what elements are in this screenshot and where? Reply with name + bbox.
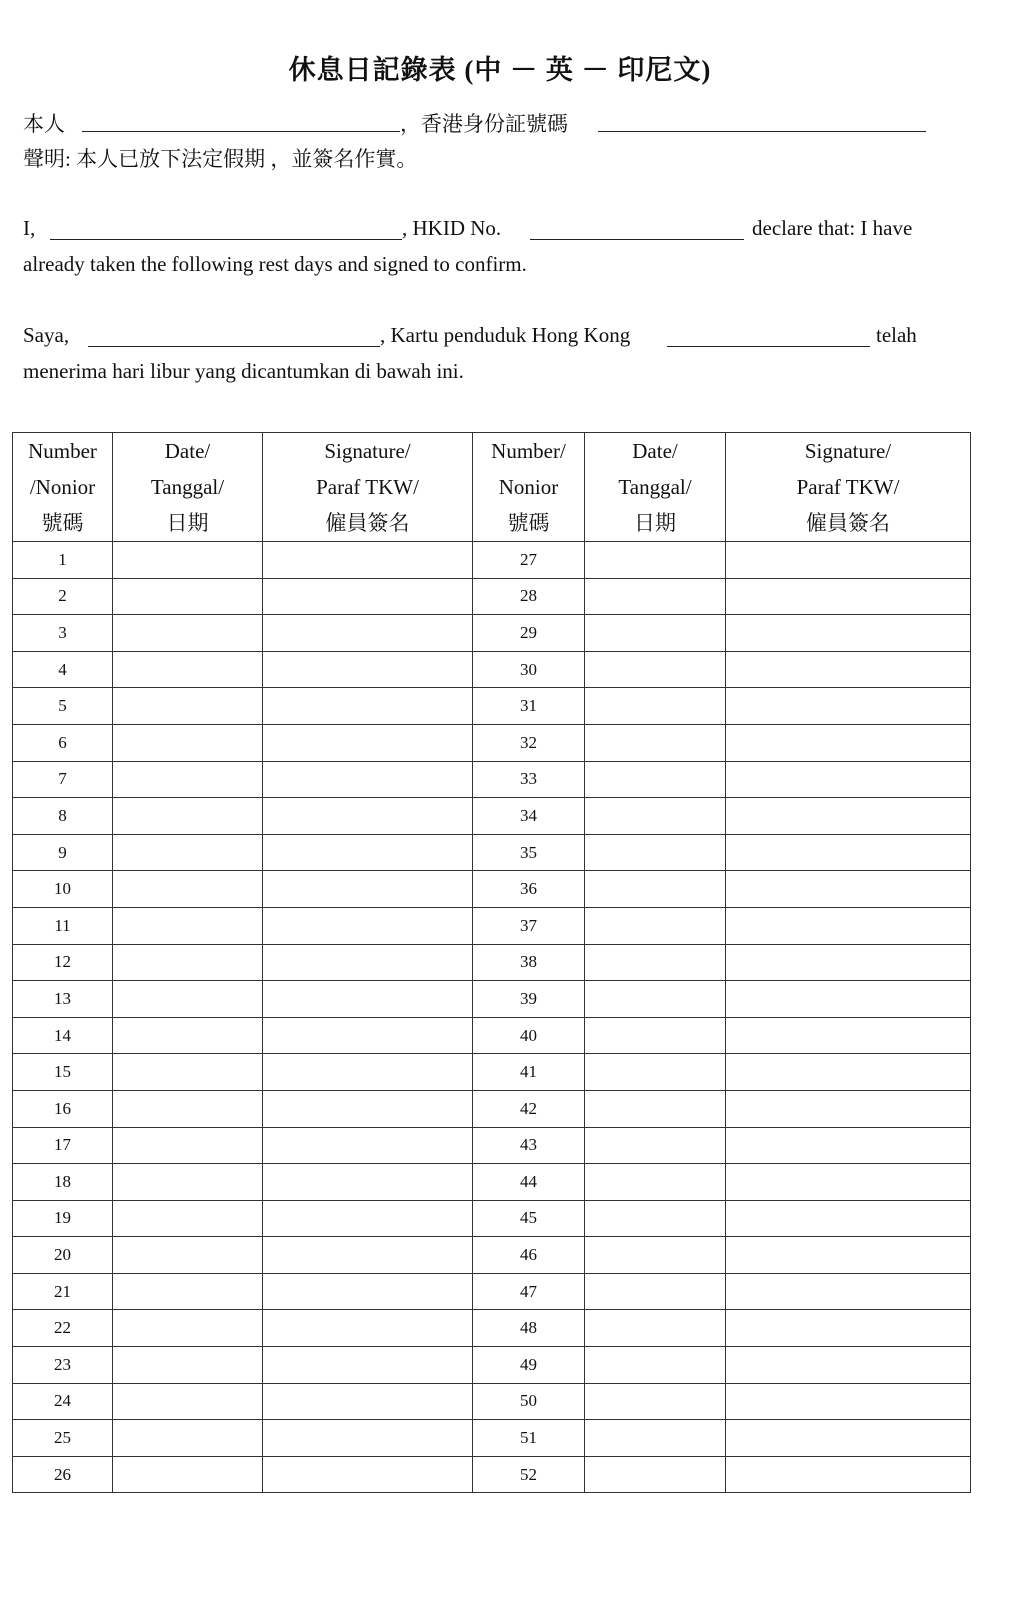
header-text: Paraf TKW/ — [316, 475, 419, 499]
row-number-right: 41 — [473, 1054, 585, 1091]
signature-cell-right[interactable] — [726, 798, 971, 835]
date-cell-left[interactable] — [113, 688, 263, 725]
row-number-right: 46 — [473, 1237, 585, 1274]
date-cell-right[interactable] — [585, 542, 726, 579]
row-number-left: 26 — [13, 1456, 113, 1493]
header-text: 日期 — [166, 511, 209, 535]
signature-cell-left[interactable] — [263, 1347, 473, 1384]
date-cell-right[interactable] — [585, 1127, 726, 1164]
header-date-right — [585, 433, 726, 542]
date-cell-right[interactable] — [585, 761, 726, 798]
header-text: Signature/ — [324, 439, 411, 463]
table-row — [13, 761, 971, 798]
signature-cell-left[interactable] — [263, 798, 473, 835]
row-number-right: 28 — [473, 578, 585, 615]
signature-cell-left[interactable] — [263, 1200, 473, 1237]
signature-cell-left[interactable] — [263, 1017, 473, 1054]
table-row — [13, 1090, 971, 1127]
row-number-left: 25 — [13, 1420, 113, 1457]
table-row — [13, 1200, 971, 1237]
table-row — [13, 1456, 971, 1493]
row-number-right: 51 — [473, 1420, 585, 1457]
table-row — [13, 1347, 971, 1384]
date-cell-left[interactable] — [113, 1127, 263, 1164]
signature-cell-left[interactable] — [263, 651, 473, 688]
row-number-left: 16 — [13, 1090, 113, 1127]
row-number-right: 45 — [473, 1200, 585, 1237]
row-number-right: 47 — [473, 1273, 585, 1310]
date-cell-left[interactable] — [113, 871, 263, 908]
row-number-right: 35 — [473, 834, 585, 871]
table-row — [13, 542, 971, 579]
row-number-right: 30 — [473, 651, 585, 688]
row-number-right: 27 — [473, 542, 585, 579]
indonesian-line2: menerima hari libur yang dicantumkan di bawah ini. — [23, 359, 464, 383]
header-text: 號碼 — [507, 511, 550, 535]
row-number-right: 39 — [473, 981, 585, 1018]
table-row — [13, 981, 971, 1018]
chinese-hkid-label: ，香港身份証號碼 — [400, 112, 568, 136]
date-cell-right[interactable] — [585, 1200, 726, 1237]
table-row — [13, 615, 971, 652]
row-number-left: 23 — [13, 1347, 113, 1384]
signature-cell-right[interactable] — [726, 1420, 971, 1457]
date-cell-left[interactable] — [113, 944, 263, 981]
date-cell-left[interactable] — [113, 798, 263, 835]
row-number-left: 22 — [13, 1310, 113, 1347]
row-number-left: 20 — [13, 1237, 113, 1274]
date-cell-left[interactable] — [113, 542, 263, 579]
date-cell-left[interactable] — [113, 1200, 263, 1237]
date-cell-right[interactable] — [585, 615, 726, 652]
indonesian-name-blank[interactable] — [88, 346, 380, 347]
table-header-row — [13, 433, 971, 542]
signature-cell-right[interactable] — [726, 1200, 971, 1237]
signature-cell-right[interactable] — [726, 871, 971, 908]
date-cell-right[interactable] — [585, 1090, 726, 1127]
chinese-declaration: 聲明: 本人已放下法定假期 ，並簽名作實。 — [23, 147, 418, 171]
row-number-left: 7 — [13, 761, 113, 798]
header-text: Tanggal/ — [150, 475, 225, 499]
row-number-left: 2 — [13, 578, 113, 615]
table-body — [13, 542, 971, 1493]
signature-cell-left[interactable] — [263, 1420, 473, 1457]
date-cell-right[interactable] — [585, 981, 726, 1018]
row-number-right: 44 — [473, 1164, 585, 1201]
english-hkid-label: , HKID No. — [402, 216, 502, 240]
table-row — [13, 688, 971, 725]
row-number-right: 31 — [473, 688, 585, 725]
indonesian-suffix: telah — [876, 323, 917, 347]
signature-cell-right[interactable] — [726, 761, 971, 798]
row-number-right: 36 — [473, 871, 585, 908]
row-number-left: 24 — [13, 1383, 113, 1420]
row-number-left: 12 — [13, 944, 113, 981]
header-number-right — [473, 433, 585, 542]
row-number-left: 14 — [13, 1017, 113, 1054]
signature-cell-left[interactable] — [263, 688, 473, 725]
indonesian-card-label: , Kartu penduduk Hong Kong — [380, 323, 631, 347]
row-number-right: 43 — [473, 1127, 585, 1164]
row-number-right: 32 — [473, 724, 585, 761]
chinese-prefix: 本人 — [23, 112, 65, 136]
table-row — [13, 1383, 971, 1420]
date-cell-right[interactable] — [585, 1164, 726, 1201]
row-number-right: 48 — [473, 1310, 585, 1347]
english-declare: declare that: I have — [752, 216, 913, 240]
header-text: Paraf TKW/ — [796, 475, 900, 499]
row-number-right: 42 — [473, 1090, 585, 1127]
table-row — [13, 578, 971, 615]
english-hkid-blank[interactable] — [530, 239, 744, 240]
signature-cell-right[interactable] — [726, 1347, 971, 1384]
table-row — [13, 1273, 971, 1310]
date-cell-right[interactable] — [585, 1310, 726, 1347]
header-date-left — [113, 433, 263, 542]
date-cell-left[interactable] — [113, 761, 263, 798]
table-row — [13, 871, 971, 908]
date-cell-right[interactable] — [585, 1456, 726, 1493]
date-cell-left[interactable] — [113, 981, 263, 1018]
date-cell-right[interactable] — [585, 578, 726, 615]
english-line2: already taken the following rest days and signed to confirm. — [23, 252, 527, 276]
table-row — [13, 1017, 971, 1054]
table-row — [13, 1237, 971, 1274]
header-signature-left — [263, 433, 473, 542]
date-cell-right[interactable] — [585, 724, 726, 761]
signature-cell-left[interactable] — [263, 542, 473, 579]
table-row — [13, 798, 971, 835]
signature-cell-right[interactable] — [726, 1127, 971, 1164]
date-cell-left[interactable] — [113, 651, 263, 688]
row-number-left: 5 — [13, 688, 113, 725]
date-cell-right[interactable] — [585, 944, 726, 981]
date-cell-left[interactable] — [113, 1310, 263, 1347]
page-title: 休息日記錄表 (中 － 英 － 印尼文) — [288, 55, 712, 85]
row-number-right: 38 — [473, 944, 585, 981]
date-cell-left[interactable] — [113, 1456, 263, 1493]
header-text: 僱員簽名 — [325, 511, 410, 535]
date-cell-left[interactable] — [113, 1164, 263, 1201]
row-number-left: 17 — [13, 1127, 113, 1164]
signature-cell-right[interactable] — [726, 724, 971, 761]
header-text: Signature/ — [804, 439, 892, 463]
date-cell-right[interactable] — [585, 1237, 726, 1274]
indonesian-prefix: Saya, — [23, 323, 70, 347]
date-cell-right[interactable] — [585, 907, 726, 944]
signature-cell-left[interactable] — [263, 1383, 473, 1420]
date-cell-right[interactable] — [585, 1017, 726, 1054]
date-cell-left[interactable] — [113, 578, 263, 615]
signature-cell-right[interactable] — [726, 578, 971, 615]
table-row — [13, 1127, 971, 1164]
signature-cell-right[interactable] — [726, 1456, 971, 1493]
signature-cell-left[interactable] — [263, 907, 473, 944]
row-number-left: 10 — [13, 871, 113, 908]
date-cell-right[interactable] — [585, 688, 726, 725]
date-cell-right[interactable] — [585, 798, 726, 835]
signature-cell-right[interactable] — [726, 1310, 971, 1347]
date-cell-right[interactable] — [585, 1054, 726, 1091]
english-name-blank[interactable] — [50, 239, 402, 240]
signature-cell-left[interactable] — [263, 1237, 473, 1274]
date-cell-left[interactable] — [113, 1090, 263, 1127]
date-cell-right[interactable] — [585, 834, 726, 871]
date-cell-left[interactable] — [113, 1383, 263, 1420]
header-text: 僱員簽名 — [806, 511, 890, 535]
table-row — [13, 1164, 971, 1201]
date-cell-right[interactable] — [585, 871, 726, 908]
table-row — [13, 724, 971, 761]
table-row — [13, 944, 971, 981]
header-text: Date/ — [164, 439, 211, 463]
date-cell-right[interactable] — [585, 1347, 726, 1384]
signature-cell-right[interactable] — [726, 615, 971, 652]
english-prefix: I, — [23, 216, 36, 240]
date-cell-left[interactable] — [113, 907, 263, 944]
signature-cell-left[interactable] — [263, 1164, 473, 1201]
indonesian-card-blank[interactable] — [667, 346, 870, 347]
row-number-left: 19 — [13, 1200, 113, 1237]
date-cell-left[interactable] — [113, 1237, 263, 1274]
row-number-left: 15 — [13, 1054, 113, 1091]
table-row — [13, 651, 971, 688]
row-number-right: 40 — [473, 1017, 585, 1054]
signature-cell-left[interactable] — [263, 1273, 473, 1310]
date-cell-left[interactable] — [113, 1054, 263, 1091]
date-cell-right[interactable] — [585, 1273, 726, 1310]
row-number-right: 29 — [473, 615, 585, 652]
signature-cell-left[interactable] — [263, 1054, 473, 1091]
signature-cell-left[interactable] — [263, 944, 473, 981]
signature-cell-right[interactable] — [726, 651, 971, 688]
row-number-left: 1 — [13, 542, 113, 579]
signature-cell-right[interactable] — [726, 944, 971, 981]
header-text: Number/ — [491, 439, 566, 463]
signature-cell-right[interactable] — [726, 907, 971, 944]
chinese-hkid-blank[interactable] — [598, 131, 926, 132]
date-cell-left[interactable] — [113, 724, 263, 761]
signature-cell-right[interactable] — [726, 1017, 971, 1054]
signature-cell-left[interactable] — [263, 724, 473, 761]
signature-cell-left[interactable] — [263, 1127, 473, 1164]
signature-cell-right[interactable] — [726, 1273, 971, 1310]
header-text: Date/ — [632, 439, 678, 463]
row-number-left: 6 — [13, 724, 113, 761]
table-row — [13, 1054, 971, 1091]
signature-cell-right[interactable] — [726, 542, 971, 579]
date-cell-right[interactable] — [585, 1383, 726, 1420]
date-cell-left[interactable] — [113, 1347, 263, 1384]
date-cell-left[interactable] — [113, 615, 263, 652]
signature-cell-right[interactable] — [726, 1237, 971, 1274]
header-text: 日期 — [634, 511, 676, 535]
row-number-right: 50 — [473, 1383, 585, 1420]
table-row — [13, 1310, 971, 1347]
row-number-left: 4 — [13, 651, 113, 688]
date-cell-right[interactable] — [585, 1420, 726, 1457]
date-cell-right[interactable] — [585, 651, 726, 688]
table-row — [13, 1420, 971, 1457]
header-signature-right — [726, 433, 971, 542]
signature-cell-right[interactable] — [726, 834, 971, 871]
row-number-left: 9 — [13, 834, 113, 871]
signature-cell-right[interactable] — [726, 1090, 971, 1127]
header-text: Number — [28, 439, 97, 463]
row-number-right: 52 — [473, 1456, 585, 1493]
header-number-left — [13, 433, 113, 542]
table-row — [13, 907, 971, 944]
signature-cell-left[interactable] — [263, 1456, 473, 1493]
row-number-left: 11 — [13, 907, 113, 944]
row-number-left: 18 — [13, 1164, 113, 1201]
header-text: Nonior — [498, 475, 559, 499]
header-text: 號碼 — [41, 511, 84, 535]
row-number-right: 49 — [473, 1347, 585, 1384]
row-number-right: 34 — [473, 798, 585, 835]
signature-cell-left[interactable] — [263, 761, 473, 798]
row-number-left: 21 — [13, 1273, 113, 1310]
date-cell-left[interactable] — [113, 1273, 263, 1310]
signature-cell-left[interactable] — [263, 1310, 473, 1347]
signature-cell-right[interactable] — [726, 1383, 971, 1420]
row-number-left: 13 — [13, 981, 113, 1018]
signature-cell-right[interactable] — [726, 688, 971, 725]
table-row — [13, 834, 971, 871]
signature-cell-left[interactable] — [263, 1090, 473, 1127]
signature-cell-right[interactable] — [726, 1164, 971, 1201]
date-cell-left[interactable] — [113, 1420, 263, 1457]
signature-cell-right[interactable] — [726, 981, 971, 1018]
signature-cell-left[interactable] — [263, 871, 473, 908]
signature-cell-left[interactable] — [263, 578, 473, 615]
row-number-right: 37 — [473, 907, 585, 944]
signature-cell-left[interactable] — [263, 981, 473, 1018]
chinese-name-blank[interactable] — [82, 131, 400, 132]
row-number-right: 33 — [473, 761, 585, 798]
row-number-left: 3 — [13, 615, 113, 652]
date-cell-left[interactable] — [113, 834, 263, 871]
signature-cell-left[interactable] — [263, 834, 473, 871]
signature-cell-left[interactable] — [263, 615, 473, 652]
row-number-left: 8 — [13, 798, 113, 835]
rest-day-table — [12, 432, 971, 1493]
signature-cell-right[interactable] — [726, 1054, 971, 1091]
header-text: /Nonior — [29, 475, 96, 499]
date-cell-left[interactable] — [113, 1017, 263, 1054]
header-text: Tanggal/ — [618, 475, 692, 499]
